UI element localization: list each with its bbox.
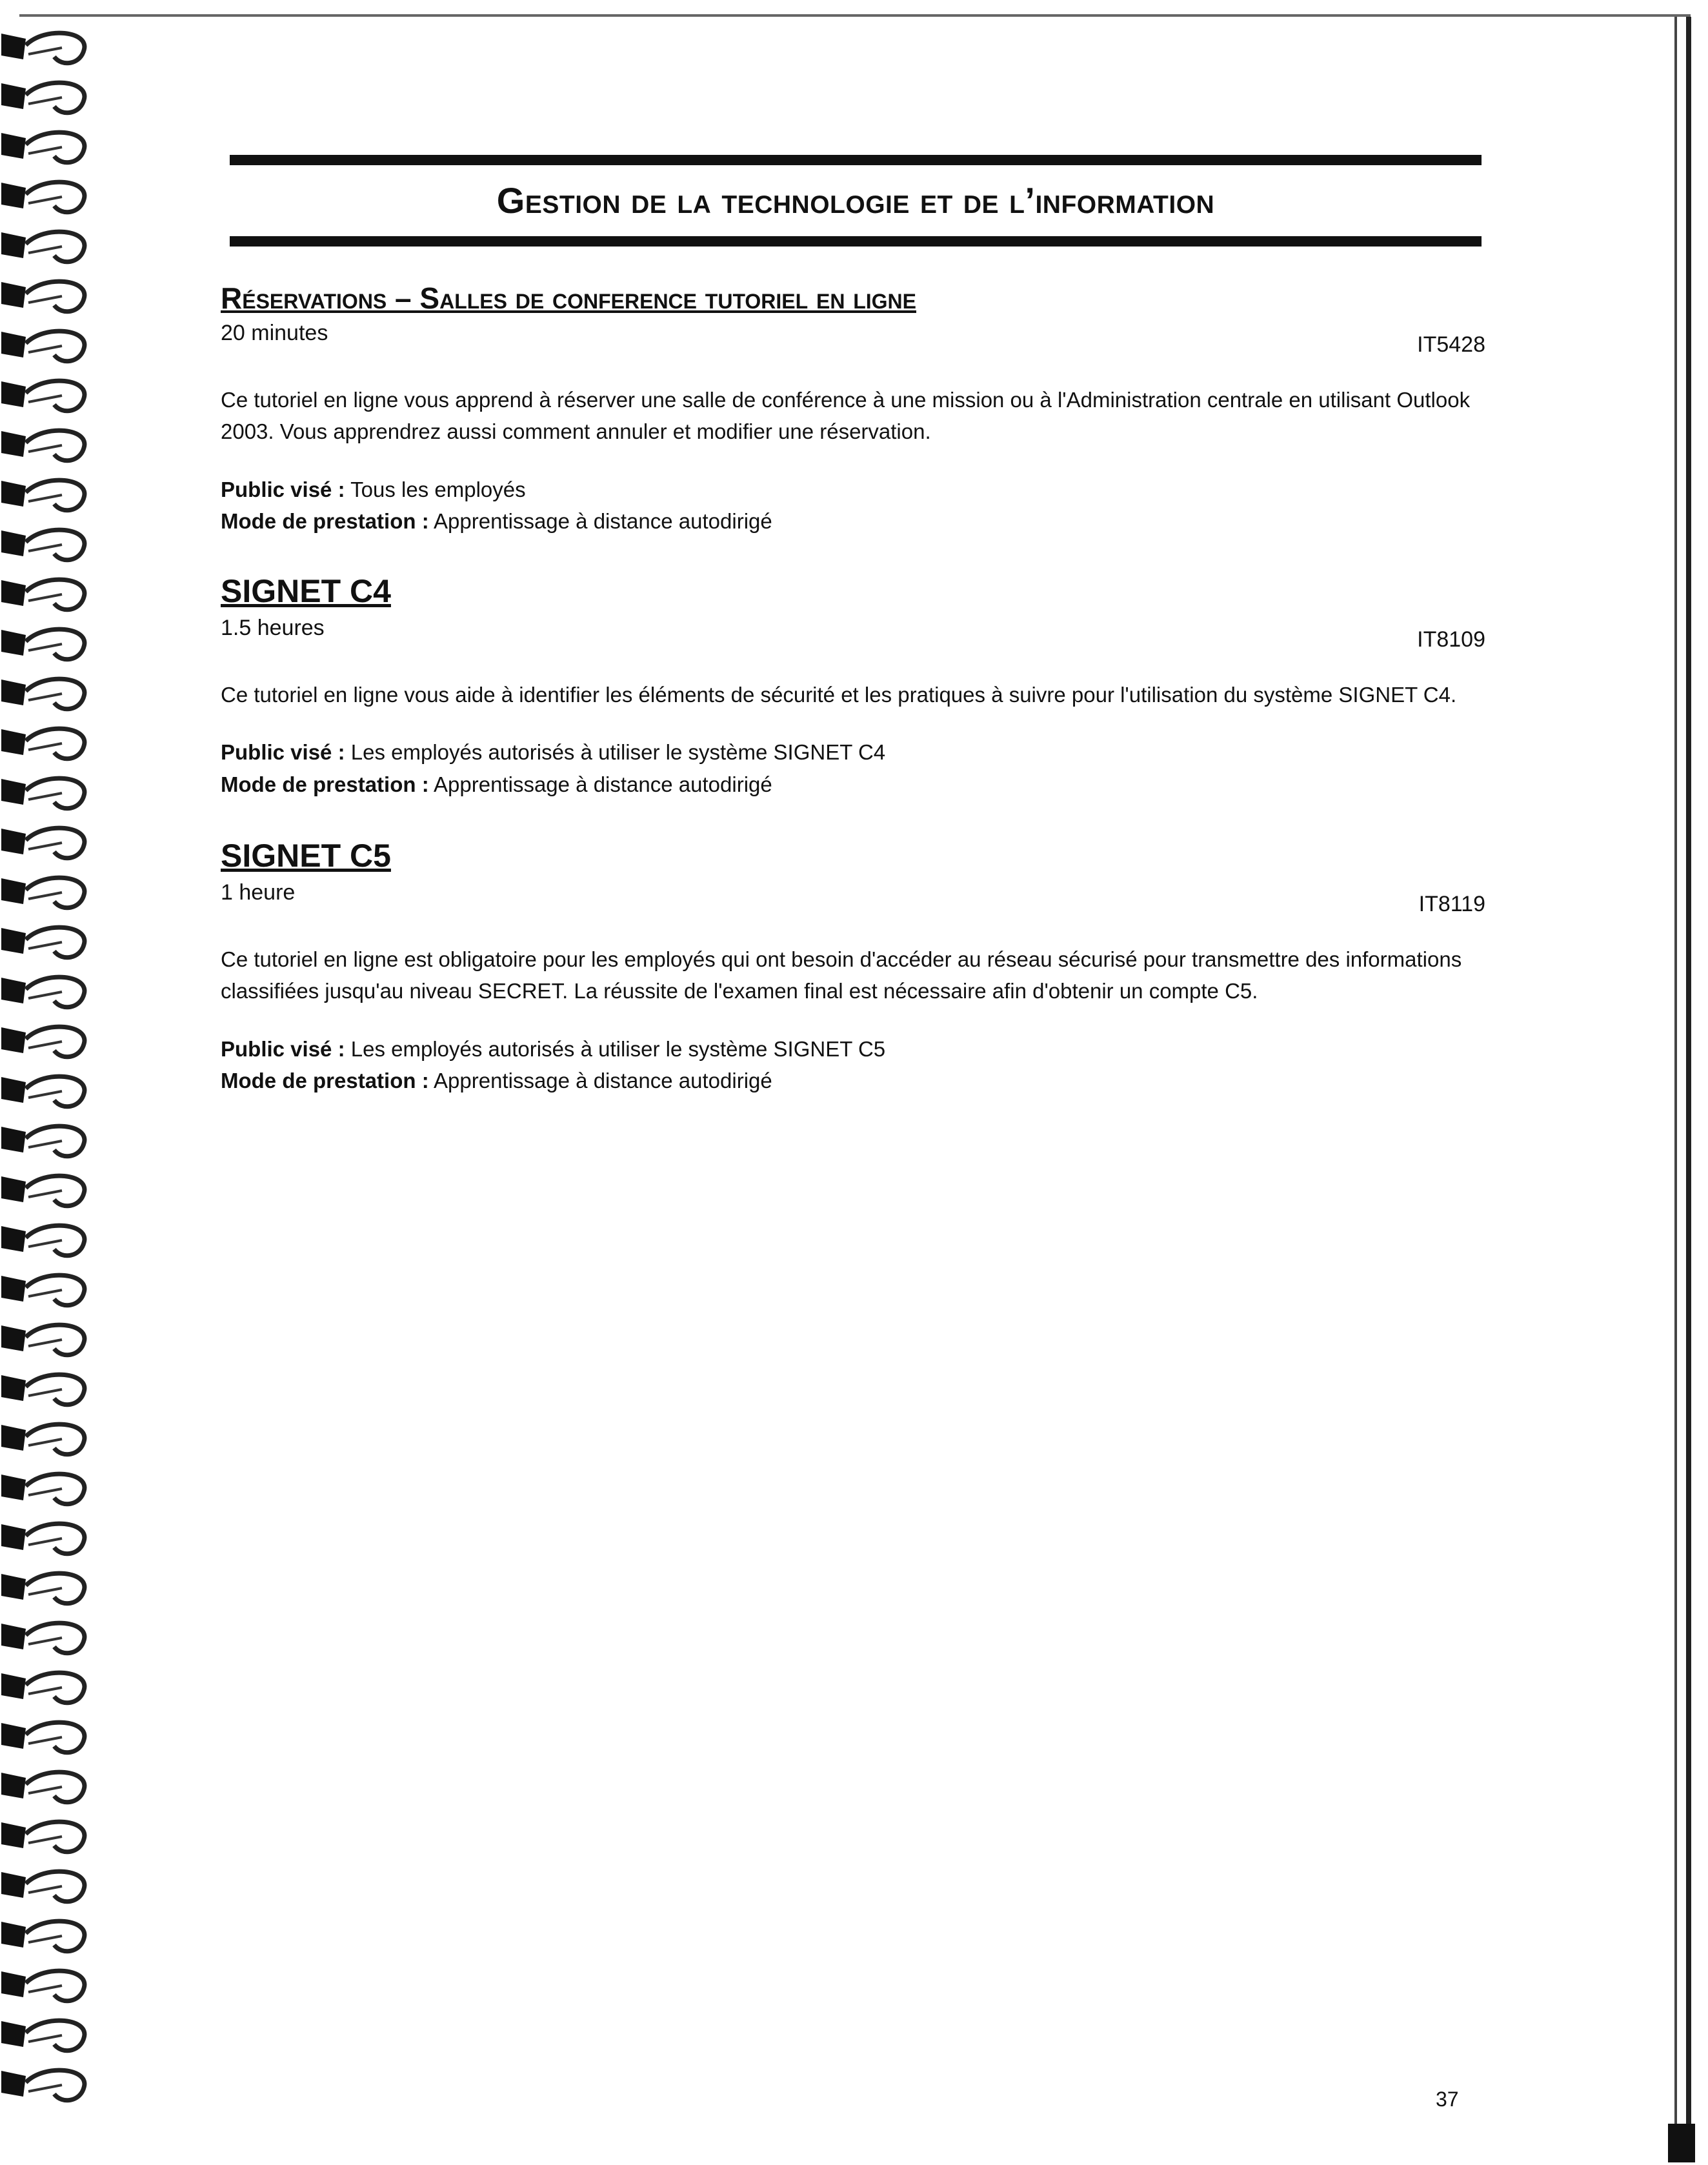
course-meta [221,880,1485,919]
audience-label: Public visé : [221,477,345,501]
audience-line [221,736,1485,769]
delivery-value: Apprentissage à distance autodirigé [434,509,772,534]
course-description: Ce tutoriel en ligne est obligatoire pour les employés qui ont besoin d'accéder au réseau sécurisé pour transmettre des informations classifiées jusqu'au niveau SECRET. La réussite de l'examen final est nécessaire afin d'obtenir un compte C5. [221,947,1462,1003]
spiral-binding-icon [0,26,103,2155]
course-meta [221,616,1485,654]
header-rule-bottom [230,236,1482,247]
page-title: Gestion de la technologie et de l’information [496,180,1215,221]
course-title: SIGNET C5 [221,838,391,874]
delivery-value: Apprentissage à distance autodirigé [434,772,772,796]
course-signet-c5 [221,838,1485,1097]
course-duration: 20 minutes [221,320,328,345]
page-top-edge [19,14,1691,22]
page-right-edge [1674,17,1691,2146]
course-title: SIGNET C4 [221,573,391,609]
audience-value: Les employés autorisés à utiliser le système SIGNET C4 [350,740,886,764]
course-description: Ce tutoriel en ligne vous aide à identifier les éléments de sécurité et les pratiques à suivre pour l'utilisation du système SIGNET C4. [221,682,1457,707]
audience-value: Tous les employés [350,477,526,501]
course-title: Réservations – Salles de conference tutoriel en ligne [221,281,916,315]
course-signet-c4 [221,573,1485,800]
page-number: 37 [1436,2088,1459,2111]
delivery-value: Apprentissage à distance autodirigé [434,1069,772,1093]
audience-label: Public visé : [221,1036,345,1061]
course-info [221,1033,1485,1097]
delivery-label: Mode de prestation : [221,1069,429,1093]
header-rule-top [230,155,1482,165]
page-header [230,155,1482,247]
delivery-line [221,1065,1485,1097]
course-duration: 1 heure [221,880,296,905]
delivery-label: Mode de prestation : [221,772,429,796]
course-description: Ce tutoriel en ligne vous apprend à réserver une salle de conférence à une mission ou à l'Administration centrale en utilisant Outlook 2003. Vous apprendrez aussi comment annuler et modifier une réservation. [221,387,1471,444]
course-info [221,474,1485,538]
page-corner-mark [1668,2124,1695,2162]
audience-line [221,1033,1485,1065]
course-code: IT8109 [1417,627,1485,652]
delivery-label: Mode de prestation : [221,509,429,534]
course-meta [221,321,1485,359]
course-code: IT5428 [1417,332,1485,357]
audience-label: Public visé : [221,740,345,764]
course-duration: 1.5 heures [221,615,325,640]
course-code: IT8119 [1418,891,1485,916]
delivery-line [221,769,1485,801]
delivery-line [221,505,1485,538]
course-reservations [221,281,1485,538]
audience-value: Les employés autorisés à utiliser le système SIGNET C5 [350,1036,886,1061]
course-info [221,736,1485,800]
audience-line [221,474,1485,506]
